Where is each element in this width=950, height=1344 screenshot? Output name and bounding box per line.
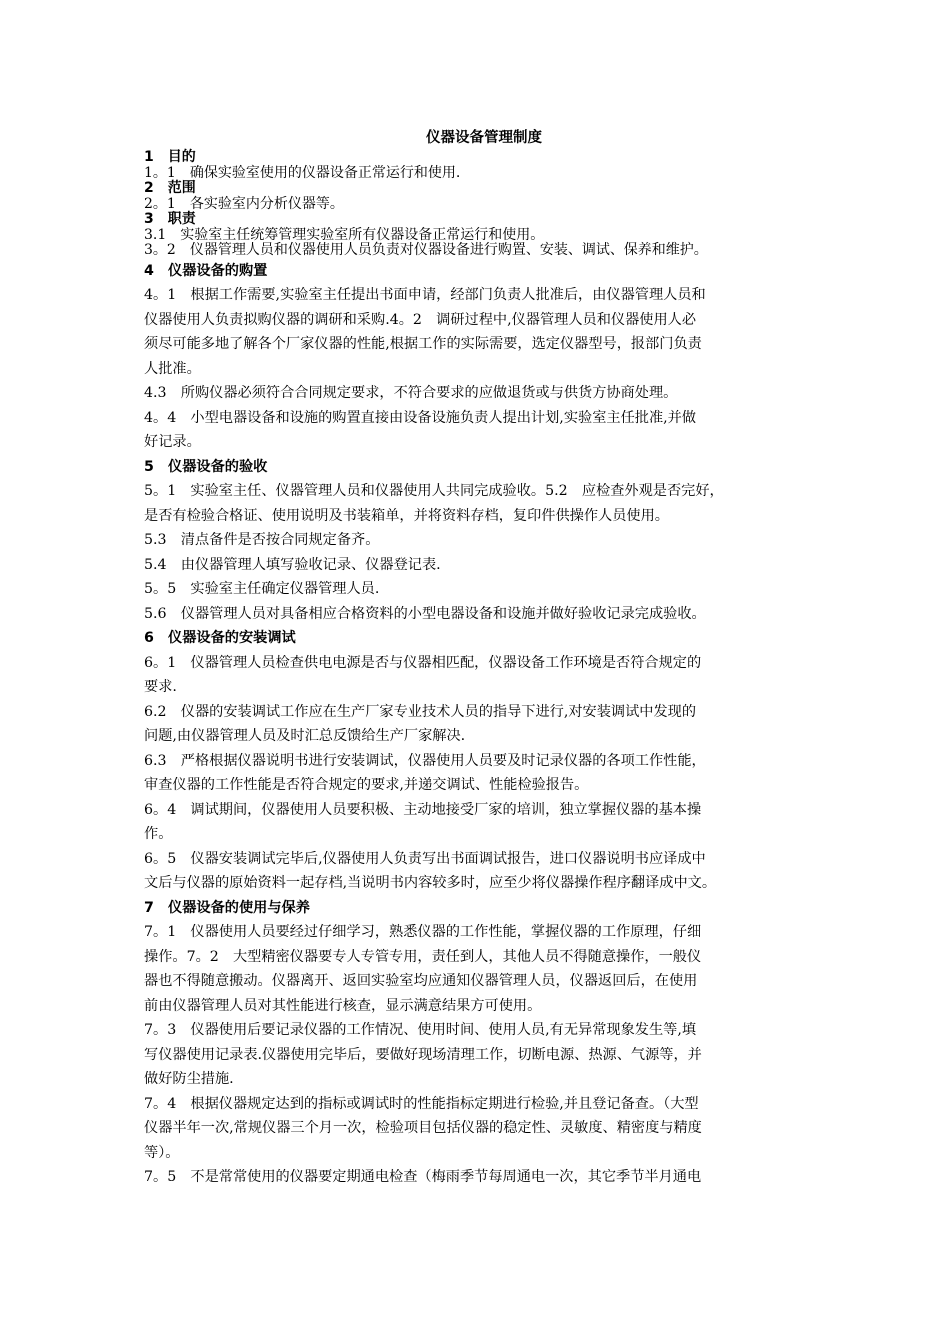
section-6-line-10: 文后与仪器的原始资料一起存档,当说明书内容较多时，应至少将仪器操作程序翻译成中文。: [144, 875, 717, 891]
document-page: [144, 128, 824, 1190]
document-title: 仪器设备管理制度: [426, 130, 542, 146]
section-6-line-5: 6.3 严格根据仪器说明书进行安装调试，仪器使用人员要及时记录仪器的各项工作性能，: [144, 752, 706, 769]
section-3-line-2: 3。2 仪器管理人员和仪器使用人员负责对仪器设备进行购置、安装、调试、保养和维护。: [144, 242, 708, 258]
section-7-line-6: 写仪器使用记录表.仪器使用完毕后，要做好现场清理工作，切断电源、热源、气源等，并: [144, 1046, 702, 1063]
section-6-line-7: 6。4 调试期间，仪器使用人员要积极、主动地接受厂家的培训，独立掌握仪器的基本操: [144, 801, 702, 818]
section-6-line-3: 6.2 仪器的安装调试工作应在生产厂家专业技术人员的指导下进行,对安装调试中发现的: [144, 703, 697, 720]
section-6-heading: 6 仪器设备的安装调试: [144, 630, 296, 646]
section-7-line-3: 器也不得随意搬动。仪器离开、返回实验室均应通知仪器管理人员，仪器返回后，在使用: [144, 973, 698, 989]
section-7-line-10: 等）。: [144, 1144, 180, 1161]
section-3-line-1: 3.1 实验室主任统筹管理实验室所有仪器设备正常运行和使用。: [144, 226, 545, 243]
section-6-line-2: 要求.: [144, 679, 177, 695]
section-5-line-3: 5.3 清点备件是否按合同规定备齐。: [144, 532, 380, 548]
section-4-line-7: 好记录。: [144, 434, 201, 450]
section-5-line-1: 5。1 实验室主任、仪器管理人员和仪器使用人共同完成验收。5.2 应检查外观是否完好，: [144, 483, 724, 499]
section-7-line-9: 仪器半年一次,常规仪器三个月一次，检验项目包括仪器的稳定性、灵敏度、精密度与精度: [144, 1120, 702, 1136]
section-5-line-2: 是否有检验合格证、使用说明及书装箱单，并将资料存档，复印件供操作人员使用。: [144, 507, 669, 524]
section-2-heading: 2 范围: [144, 180, 196, 196]
section-7-line-2: 操作。7。2 大型精密仪器要专人专管专用，责任到人，其他人员不得随意操作，一般仪: [144, 948, 702, 965]
section-4-line-2: 仪器使用人负责拟购仪器的调研和采购.4。2 调研过程中,仪器管理人员和仪器使用人必: [144, 311, 697, 328]
section-4-line-6: 4。4 小型电器设备和设施的购置直接由设备设施负责人提出计划,实验室主任批准,并做: [144, 409, 697, 426]
section-7-line-4: 前由仪器管理人员对其性能进行核查，显示满意结果方可使用。: [144, 997, 542, 1014]
section-3-heading: 3 职责: [144, 211, 196, 227]
section-6-line-1: 6。1 仪器管理人员检查供电电源是否与仪器相匹配，仪器设备工作环境是否符合规定的: [144, 654, 702, 671]
section-4-line-4: 人批准。: [144, 360, 201, 377]
section-7-line-5: 7。3 仪器使用后要记录仪器的工作情况、使用时间、使用人员,有无异常现象发生等,填: [144, 1022, 697, 1038]
section-2-line-1: 2。1 各实验室内分析仪器等。: [144, 195, 344, 212]
section-7-line-11: 7。5 不是常常使用的仪器要定期通电检查（梅雨季节每周通电一次，其它季节半月通电: [144, 1169, 702, 1185]
section-5-heading: 5 仪器设备的验收: [144, 458, 268, 475]
section-7-line-7: 做好防尘措施.: [144, 1071, 234, 1087]
section-7-heading: 7 仪器设备的使用与保养: [144, 899, 310, 916]
section-1-line-1: 1。1 确保实验室使用的仪器设备正常运行和使用.: [144, 164, 461, 181]
section-6-line-8: 作。: [144, 826, 173, 842]
section-7-line-1: 7。1 仪器使用人员要经过仔细学习，熟悉仪器的工作性能，掌握仪器的工作原理，仔细: [144, 924, 702, 940]
section-5-line-6: 5.6 仪器管理人员对具备相应合格资料的小型电器设备和设施并做好验收记录完成验收。: [144, 605, 706, 622]
section-5-line-4: 5.4 由仪器管理人填写验收记录、仪器登记表.: [144, 556, 441, 573]
section-6-line-4: 问题,由仪器管理人员及时汇总反馈给生产厂家解决.: [144, 728, 466, 744]
section-6-line-9: 6。5 仪器安装调试完毕后,仪器使用人负责写出书面调试报告，进口仪器说明书应译成中: [144, 850, 706, 867]
section-7-line-8: 7。4 根据仪器规定达到的指标或调试时的性能指标定期进行检验,并且登记备查。（大型: [144, 1095, 699, 1112]
section-4-line-5: 4.3 所购仪器必须符合合同规定要求，不符合要求的应做退货或与供货方协商处理。: [144, 385, 678, 401]
section-6-line-6: 审查仪器的工作性能是否符合规定的要求,并递交调试、性能检验报告。: [144, 777, 589, 793]
section-4-line-3: 须尽可能多地了解各个厂家仪器的性能,根据工作的实际需要，选定仪器型号，报部门负责: [144, 336, 702, 352]
section-1-heading: 1 目的: [144, 149, 196, 165]
section-5-line-5: 5。5 实验室主任确定仪器管理人员.: [144, 581, 380, 597]
section-4-line-1: 4。1 根据工作需要,实验室主任提出书面申请，经部门负责人批准后，由仪器管理人员和: [144, 287, 706, 303]
section-4-heading: 4 仪器设备的购置: [144, 262, 268, 279]
